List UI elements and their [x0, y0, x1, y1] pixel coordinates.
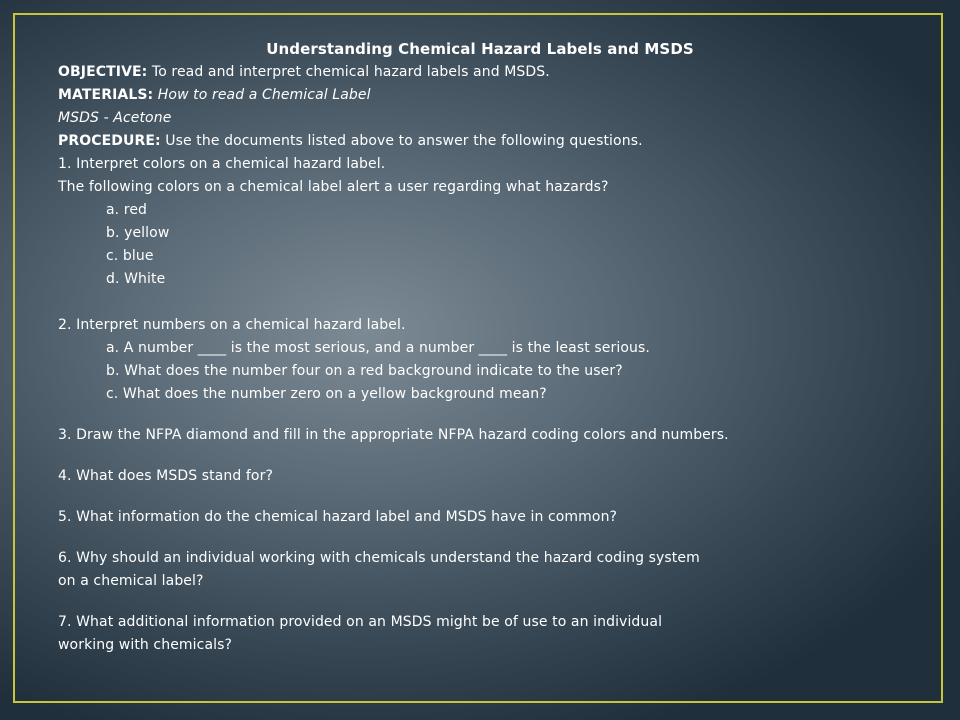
procedure-line	[58, 130, 928, 153]
q5-text: 5. What information do the chemical hazard label and MSDS have in common?	[58, 509, 618, 525]
q1-item-white: d. White	[106, 271, 166, 287]
q3-text: 3. Draw the NFPA diamond and fill in the appropriate NFPA hazard coding colors and numbers.	[58, 427, 729, 443]
q1-heading: 1. Interpret colors on a chemical hazard label.	[58, 156, 386, 172]
spacer	[58, 447, 928, 465]
q7-line-1: 7. What additional information provided on an MSDS might be of use to an individual	[58, 614, 663, 630]
q7-line-2: working with chemicals?	[58, 637, 233, 653]
q1-item-blue: c. blue	[106, 248, 154, 264]
q1-item-yellow: b. yellow	[106, 225, 170, 241]
q4-text: 4. What does MSDS stand for?	[58, 468, 273, 484]
procedure-text: Use the documents listed above to answer the following questions.	[160, 133, 643, 149]
q2-heading: 2. Interpret numbers on a chemical hazard label.	[58, 317, 406, 333]
worksheet-content	[58, 38, 928, 657]
q2-item-a: a. A number ____ is the most serious, and a number ____ is the least serious.	[106, 340, 650, 356]
q1-item-red: a. red	[106, 202, 148, 218]
materials-line	[58, 84, 928, 107]
q6-line-1: 6. Why should an individual working with chemicals understand the hazard coding system	[58, 550, 700, 566]
materials-item-1: How to read a Chemical Label	[153, 87, 371, 103]
procedure-label: PROCEDURE:	[58, 133, 161, 149]
objective-line	[58, 61, 928, 84]
q2-item-b: b. What does the number four on a red background indicate to the user?	[106, 363, 623, 379]
objective-label: OBJECTIVE:	[58, 64, 148, 80]
spacer	[58, 406, 928, 424]
spacer	[58, 291, 928, 314]
page-title: Understanding Chemical Hazard Labels and MSDS	[266, 40, 694, 58]
q6-line-2: on a chemical label?	[58, 573, 204, 589]
materials-item-2: MSDS - Acetone	[58, 110, 172, 126]
q2-item-c: c. What does the number zero on a yellow background mean?	[106, 386, 547, 402]
objective-text: To read and interpret chemical hazard labels and MSDS.	[147, 64, 550, 80]
spacer	[58, 593, 928, 611]
q1-prompt: The following colors on a chemical label alert a user regarding what hazards?	[58, 179, 609, 195]
spacer	[58, 529, 928, 547]
materials-label: MATERIALS:	[58, 87, 154, 103]
spacer	[58, 488, 928, 506]
